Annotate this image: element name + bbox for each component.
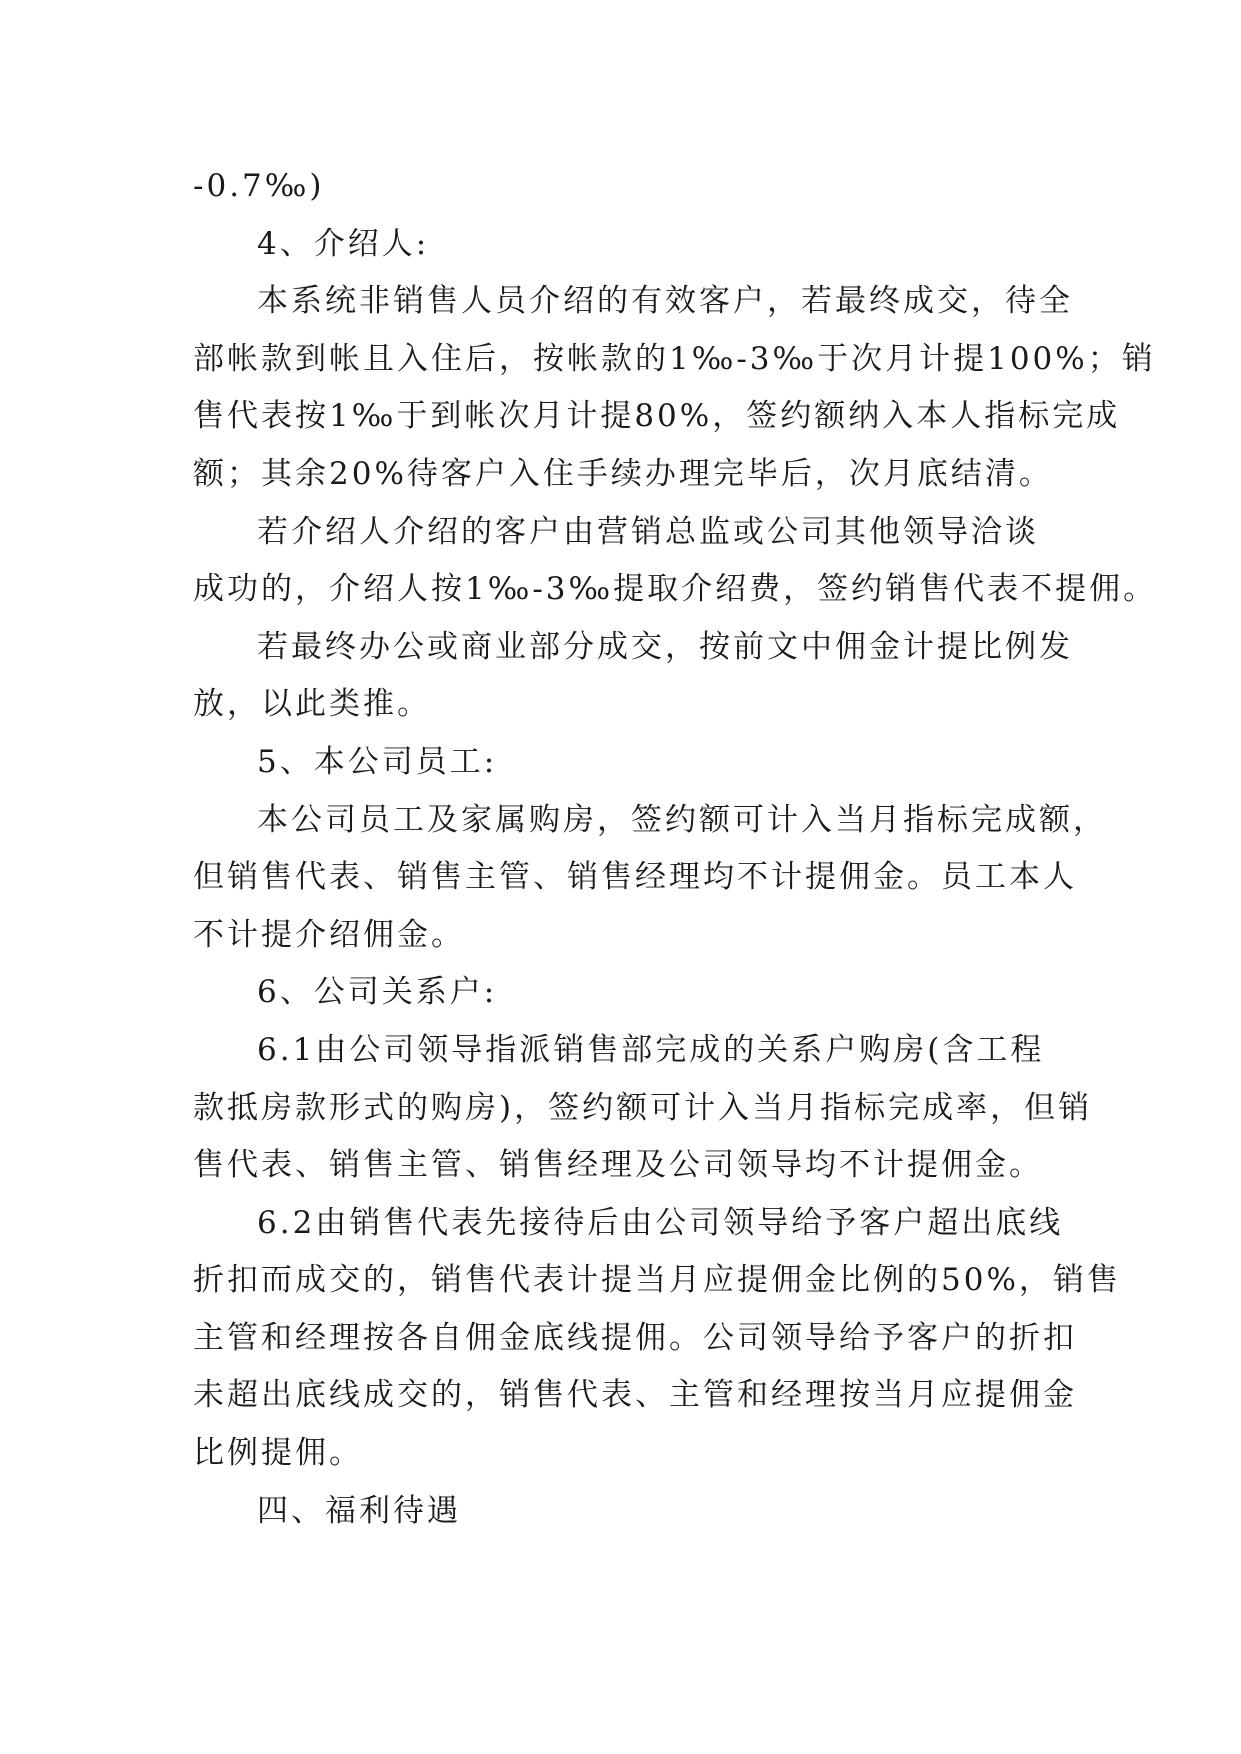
- text-line: 主管和经理按各自佣金底线提佣。公司领导给予客户的折扣: [193, 1319, 1077, 1356]
- text-line: 未超出底线成交的，销售代表、主管和经理按当月应提佣金: [193, 1377, 1077, 1414]
- text-line: 额；其余20%待客户入住手续办理完毕后，次月底结清。: [193, 455, 1053, 492]
- text-line: 若最终办公或商业部分成交，按前文中佣金计提比例发: [257, 628, 1073, 665]
- text-line: 售代表按1‰于到帐次月计提80%，签约额纳入本人指标完成: [193, 398, 1121, 435]
- text-line: 折扣而成交的，销售代表计提当月应提佣金比例的50%，销售: [193, 1262, 1121, 1299]
- section-heading-introducer: 4、介绍人:: [257, 225, 430, 262]
- section-heading-relations: 6、公司关系户:: [257, 974, 498, 1011]
- text-line: 若介绍人介绍的客户由营销总监或公司其他领导洽谈: [257, 513, 1039, 550]
- text-line: 不计提介绍佣金。: [193, 916, 465, 953]
- text-line: 部帐款到帐且入住后，按帐款的1‰-3‰于次月计提100%；销: [193, 340, 1156, 377]
- text-line: 本系统非销售人员介绍的有效客户，若最终成交，待全: [257, 283, 1073, 320]
- text-line: 但销售代表、销售主管、销售经理均不计提佣金。员工本人: [193, 859, 1077, 896]
- text-line: -0.7‰): [193, 168, 325, 204]
- text-line: 6.2由销售代表先接待后由公司领导给予客户超出底线: [257, 1204, 1064, 1241]
- section-heading-staff: 5、本公司员工:: [257, 743, 498, 780]
- section-heading-benefits: 四、福利待遇: [257, 1492, 461, 1529]
- text-line: 售代表、销售主管、销售经理及公司领导均不计提佣金。: [193, 1147, 1043, 1184]
- text-line: 成功的，介绍人按1‰-3‰提取介绍费，签约销售代表不提佣。: [193, 571, 1158, 608]
- text-line: 本公司员工及家属购房，签约额可计入当月指标完成额，: [257, 801, 1107, 838]
- text-line: 放，以此类推。: [193, 686, 431, 723]
- document-body: [193, 158, 1158, 1540]
- text-line: 款抵房款形式的购房)，签约额可计入当月指标完成率，但销: [193, 1089, 1093, 1126]
- text-line: 6.1由公司领导指派销售部完成的关系户购房(含工程: [257, 1031, 1045, 1068]
- text-line: 比例提佣。: [193, 1435, 363, 1472]
